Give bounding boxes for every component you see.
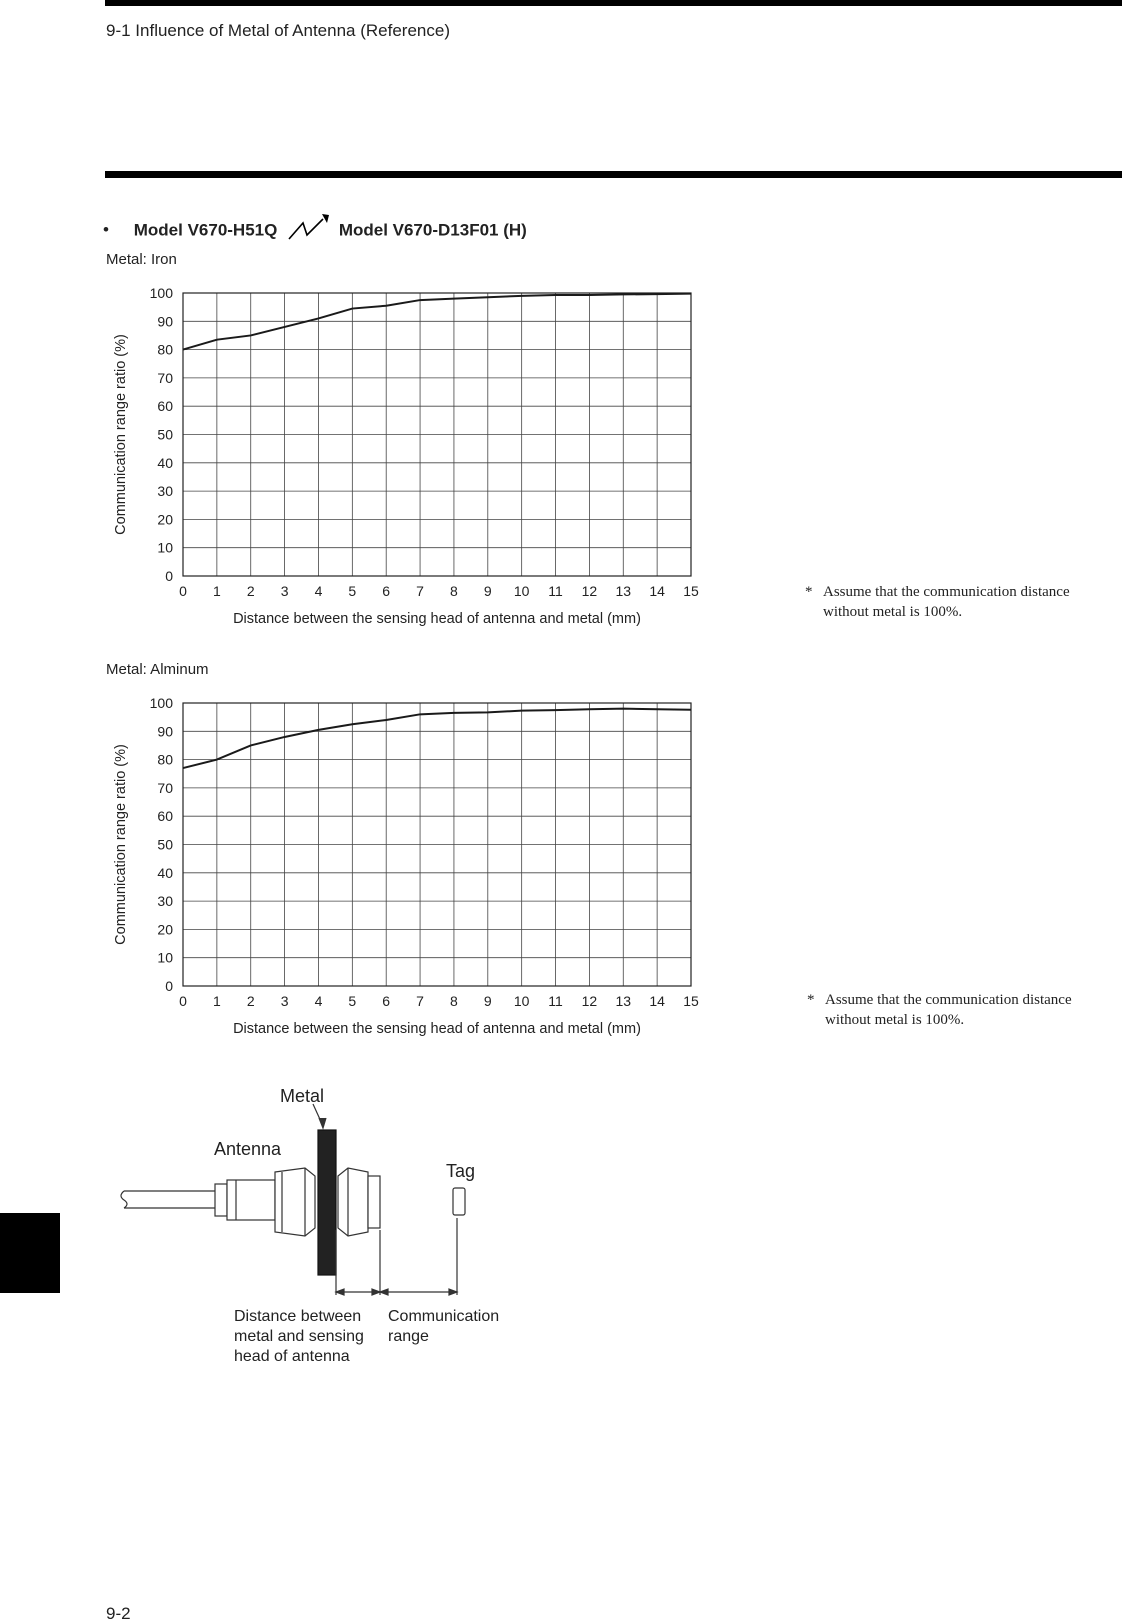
label-distance-2: metal and sensing	[234, 1328, 364, 1345]
x-tick-label: 9	[483, 993, 492, 1009]
x-tick-label: 1	[212, 583, 221, 599]
y-tick-label: 20	[157, 511, 173, 528]
diagonal-communication-arrow-icon	[286, 214, 330, 242]
x-tick-label: 5	[348, 583, 357, 599]
x-tick-label: 13	[615, 583, 632, 599]
y-tick-label: 10	[157, 539, 173, 556]
x-tick-label: 6	[382, 993, 391, 1009]
y-tick-label: 40	[157, 454, 173, 471]
model-left-label: Model V670-H51Q	[133, 220, 278, 240]
note-iron	[805, 582, 1105, 622]
section-rule	[105, 171, 1122, 178]
y-tick-label: 60	[157, 398, 173, 415]
x-axis-label: Distance between the sensing head of antenna and metal (mm)	[233, 1021, 641, 1037]
note-line2: without metal is 100%.	[825, 1012, 965, 1028]
top-rule	[105, 0, 1122, 6]
metal-label-aluminum: Metal: Alminum	[106, 661, 209, 678]
note-aluminum	[807, 990, 1107, 1030]
x-tick-label: 3	[280, 993, 289, 1009]
x-tick-label: 8	[450, 993, 458, 1009]
chart-aluminum-svg	[110, 690, 710, 1050]
tag	[453, 1188, 465, 1215]
y-tick-label: 50	[157, 426, 173, 443]
y-axis-label: Communication range ratio (%)	[113, 334, 129, 535]
page-header-title: 9-1 Influence of Metal of Antenna (Reference)	[106, 21, 450, 40]
x-tick-label: 14	[649, 993, 665, 1009]
series-line	[183, 709, 691, 768]
chapter-side-tab	[0, 1213, 60, 1293]
label-range-2: range	[388, 1328, 429, 1345]
note-star: *	[807, 992, 815, 1008]
nut-right	[338, 1168, 368, 1236]
x-tick-label: 0	[179, 993, 187, 1009]
y-tick-label: 70	[157, 369, 173, 386]
y-tick-label: 100	[149, 695, 173, 711]
x-tick-label: 11	[548, 583, 563, 599]
page-number: 9-2	[106, 1604, 131, 1623]
x-tick-label: 1	[212, 993, 221, 1009]
x-tick-label: 12	[581, 583, 598, 599]
y-tick-label: 100	[149, 285, 173, 301]
antenna-body	[227, 1180, 275, 1220]
note-star: *	[805, 584, 813, 600]
x-tick-label: 8	[450, 583, 458, 599]
y-tick-label: 30	[157, 893, 173, 910]
y-tick-label: 70	[157, 779, 173, 796]
model-right-label: Model V670-D13F01 (H)	[338, 220, 527, 240]
x-tick-label: 11	[548, 993, 563, 1009]
model-heading	[103, 220, 527, 242]
chart-iron-svg	[110, 280, 710, 640]
x-tick-label: 10	[513, 993, 530, 1009]
label-range-1: Communication	[388, 1308, 500, 1325]
bullet: •	[103, 220, 109, 240]
x-tick-label: 10	[513, 583, 530, 599]
antenna-diagram-svg	[110, 1080, 550, 1380]
x-tick-label: 13	[615, 993, 632, 1009]
x-axis-label: Distance between the sensing head of antenna and metal (mm)	[233, 611, 641, 627]
y-tick-label: 30	[157, 483, 173, 500]
x-tick-label: 7	[416, 583, 424, 599]
x-tick-label: 6	[382, 583, 391, 599]
y-axis-label: Communication range ratio (%)	[113, 744, 129, 945]
note-line1: Assume that the communication distance	[823, 584, 1070, 600]
label-metal: Metal	[280, 1086, 325, 1106]
x-tick-label: 0	[179, 583, 187, 599]
cable	[124, 1191, 215, 1208]
y-tick-label: 80	[157, 751, 173, 768]
y-tick-label: 20	[157, 921, 173, 938]
y-tick-label: 40	[157, 864, 173, 881]
note-line2: without metal is 100%.	[823, 604, 963, 620]
metal-label-iron: Metal: Iron	[106, 251, 177, 268]
label-distance-1: Distance between	[234, 1308, 362, 1325]
metal-plate	[318, 1130, 336, 1275]
chart-iron	[110, 280, 710, 640]
chart-aluminum	[110, 690, 710, 1050]
x-tick-label: 2	[246, 993, 255, 1009]
sensing-head	[368, 1176, 380, 1228]
label-distance-3: head of antenna	[234, 1348, 350, 1365]
x-tick-label: 3	[280, 583, 289, 599]
label-tag: Tag	[446, 1161, 476, 1181]
y-tick-label: 0	[165, 568, 173, 584]
antenna-connector	[215, 1184, 227, 1216]
cable-end	[121, 1191, 127, 1208]
x-tick-label: 4	[314, 993, 323, 1009]
nut-left	[275, 1168, 315, 1236]
x-tick-label: 9	[483, 583, 492, 599]
antenna-diagram	[110, 1080, 550, 1380]
note-line1: Assume that the communication distance	[825, 992, 1072, 1008]
x-tick-label: 14	[649, 583, 665, 599]
x-tick-label: 15	[683, 583, 699, 599]
y-tick-label: 90	[157, 313, 173, 330]
label-antenna: Antenna	[214, 1139, 282, 1159]
y-tick-label: 60	[157, 808, 173, 825]
y-tick-label: 90	[157, 723, 173, 740]
y-tick-label: 50	[157, 836, 173, 853]
x-tick-label: 7	[416, 993, 424, 1009]
y-tick-label: 0	[165, 978, 173, 994]
y-tick-label: 10	[157, 949, 173, 966]
x-tick-label: 15	[683, 993, 699, 1009]
x-tick-label: 2	[246, 583, 255, 599]
x-tick-label: 12	[581, 993, 598, 1009]
x-tick-label: 4	[314, 583, 323, 599]
x-tick-label: 5	[348, 993, 357, 1009]
y-tick-label: 80	[157, 341, 173, 358]
